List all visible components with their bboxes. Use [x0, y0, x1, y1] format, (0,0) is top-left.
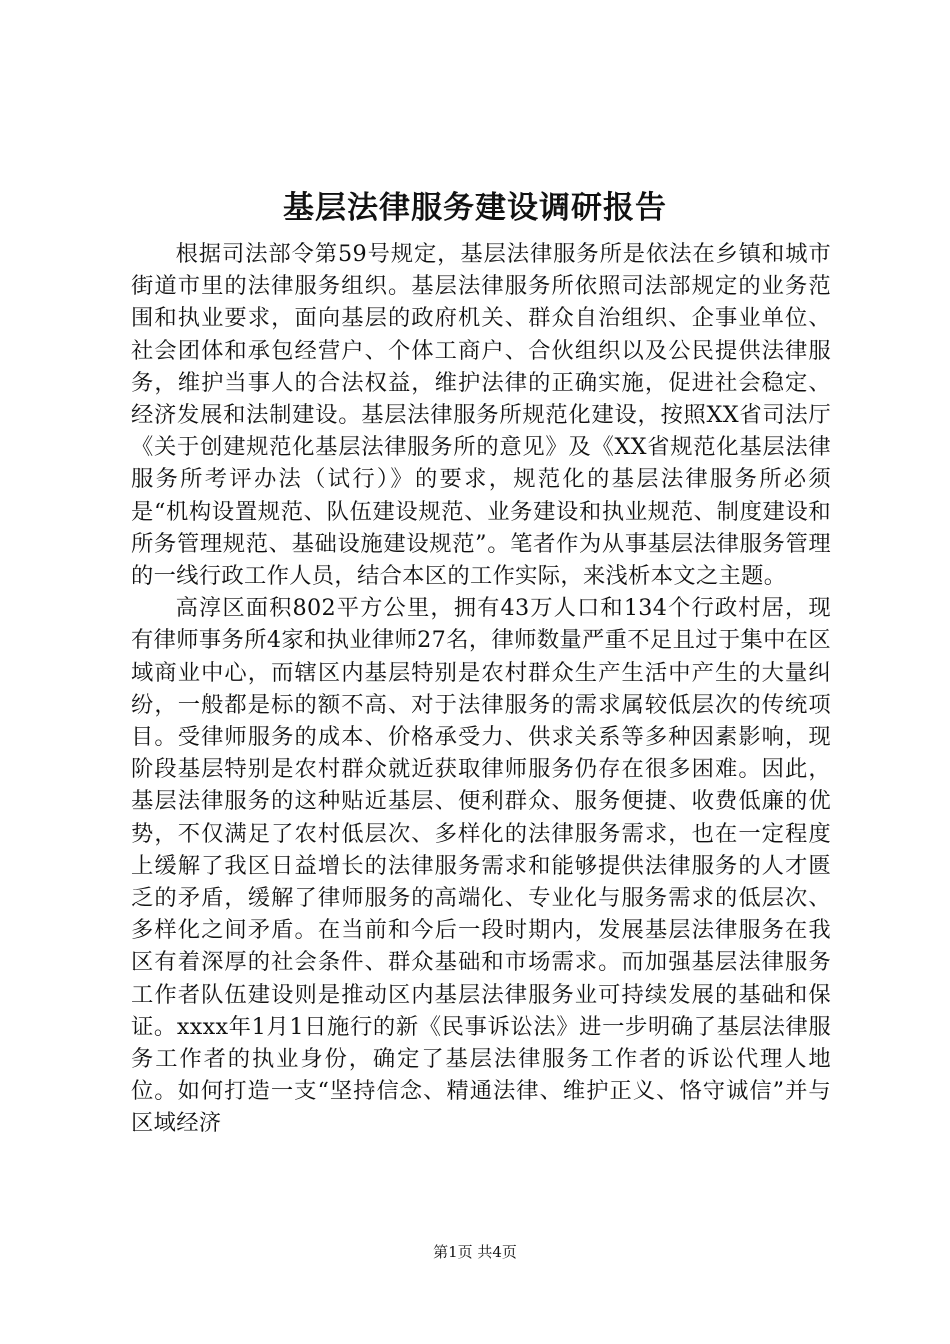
document-title: 基层法律服务建设调研报告 — [283, 190, 667, 226]
page-number-footer: 第1页 共4页 — [433, 1243, 517, 1261]
paragraph-1: 根据司法部令第59号规定，基层法律服务所是依法在乡镇和城市街道市里的法律服务组织。基层法律服务所依照司法部规定的业务范围和执业要求，面向基层的政府机关、群众自治组织、企事业单位、社会团体和承包经营户、个体工商户、合伙组织以及公民提供法律服务，维护当事人的合法权益，维护法律的正确实施，促进社会稳定、经济发展和法制建设。基层法律服务所规范化建设，按照XX省司法厅《关于创建规范化基层法律服务所的意见》及《XX省规范化基层法律服务所考评办法（试行）》的要求，规范化的基层法律服务所必须是“机构设置规范、队伍建设规范、业务建设和执业规范、制度建设和所务管理规范、基础设施建设规范”。笔者作为从事基层法律服务管理的一线行政工作人员，结合本区的工作实际，来浅析本文之主题。 — [131, 241, 831, 590]
document-body — [131, 238, 831, 1140]
paragraph-2: 高淳区面积802平方公里，拥有43万人口和134个行政村居，现有律师事务所4家和执业律师27名，律师数量严重不足且过于集中在区域商业中心，而辖区内基层特别是农村群众生产生活中产生的大量纠纷，一般都是标的额不高、对于法律服务的需求属较低层次的传统项目。受律师服务的成本、价格承受力、供求关系等多种因素影响，现阶段基层特别是农村群众就近获取律师服务仍存在很多困难。因此，基层法律服务的这种贴近基层、便利群众、服务便捷、收费低廉的优势，不仅满足了农村低层次、多样化的法律服务需求，也在一定程度上缓解了我区日益增长的法律服务需求和能够提供法律服务的人才匮乏的矛盾，缓解了律师服务的高端化、专业化与服务需求的低层次、多样化之间矛盾。在当前和今后一段时期内，发展基层法律服务在我区有着深厚的社会条件、群众基础和市场需求。而加强基层法律服务工作者队伍建设则是推动区内基层法律服务业可持续发展的基础和保证。xxxx年1月1日施行的新《民事诉讼法》进一步明确了基层法律服务工作者的执业身份，确定了基层法律服务工作者的诉讼代理人地位。如何打造一支“坚持信念、精通法律、维护正义、恪守诚信”并与区域经济 — [131, 595, 831, 1137]
